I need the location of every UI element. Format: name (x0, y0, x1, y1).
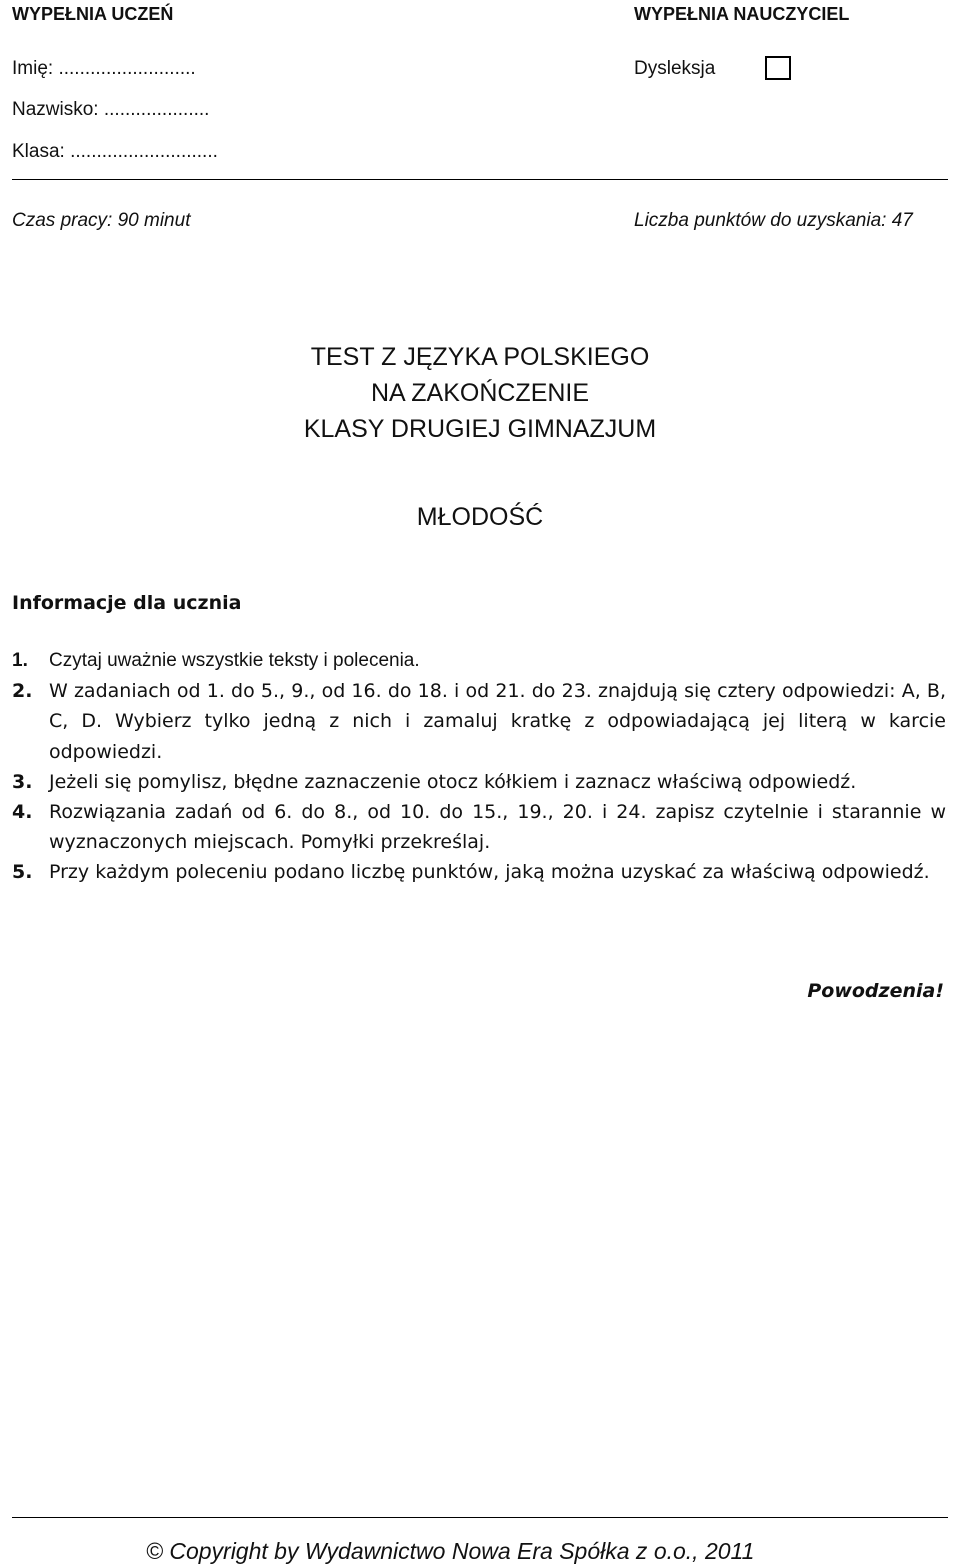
list-item (12, 676, 946, 767)
copyright-notice (146, 1538, 754, 1565)
list-item (12, 767, 946, 797)
dyslexia-checkbox[interactable] (765, 56, 791, 80)
work-time (12, 210, 190, 232)
item-text: Przy każdym poleceniu podano liczbę punktów, jaką można uzyskać za właściwą odpowiedź. (49, 861, 930, 884)
item-number: 1. (12, 650, 28, 671)
first-name-field[interactable]: Imię: .......................... (12, 58, 196, 79)
item-text: Rozwiązania zadań od 6. do 8., od 10. do 15., 19., 20. i 24. zapisz czytelnie i starannie w wyznaczonych miejscach. Pomyłki przekreślaj. (49, 801, 946, 854)
item-text: Czytaj uważnie wszystkie teksty i polecenia. (49, 650, 420, 671)
item-number: 3. (12, 770, 33, 793)
page-title-line-1: TEST Z JĘZYKA POLSKIEGO (310, 343, 650, 371)
item-number: 5. (12, 861, 33, 884)
item-text: W zadaniach od 1. do 5., 9., od 16. do 18. i od 21. do 23. znajdują się cztery odpowiedzi: A, B, C, D. Wybierz tylko jedną z nich i zamaluj kratkę z odpowiadającą jej literą w karcie odpowiedzi. (49, 680, 946, 763)
work-time-value: 90 minut (117, 210, 191, 231)
good-luck-text: Powodzenia! (807, 980, 944, 1002)
item-number: 4. (12, 801, 33, 824)
page-title-line-2: NA ZAKOŃCZENIE (370, 379, 590, 407)
info-heading: Informacje dla ucznia (12, 592, 242, 614)
item-text: Jeżeli się pomylisz, błędne zaznaczenie otocz kółkiem i zaznacz właściwą odpowiedź. (49, 770, 857, 793)
copyright-icon: © (146, 1538, 163, 1564)
work-time-label: Czas pracy: (12, 210, 113, 231)
list-item (12, 857, 946, 887)
max-points (634, 210, 913, 232)
teacher-section-label: WYPEŁNIA NAUCZYCIEL (634, 4, 850, 24)
dyslexia-label: Dysleksja (634, 58, 716, 79)
item-number: 2. (12, 680, 33, 703)
list-item (12, 646, 946, 676)
footer-divider (12, 1517, 948, 1518)
copyright-text: Copyright by Wydawnictwo Nowa Era Spółka z o.o., 2011 (169, 1538, 755, 1564)
list-item (12, 797, 946, 857)
instructions-list (12, 646, 946, 888)
page-subtitle: MŁODOŚĆ (416, 503, 544, 531)
header-divider (12, 179, 948, 180)
class-field[interactable]: Klasa: ............................ (12, 141, 218, 162)
page-title-line-3: KLASY DRUGIEJ GIMNAZJUM (303, 415, 657, 443)
max-points-value: 47 (891, 210, 913, 231)
student-section-label: WYPEŁNIA UCZEŃ (12, 4, 174, 24)
max-points-label: Liczba punktów do uzyskania: (634, 210, 887, 231)
last-name-field[interactable]: Nazwisko: .................... (12, 99, 210, 120)
